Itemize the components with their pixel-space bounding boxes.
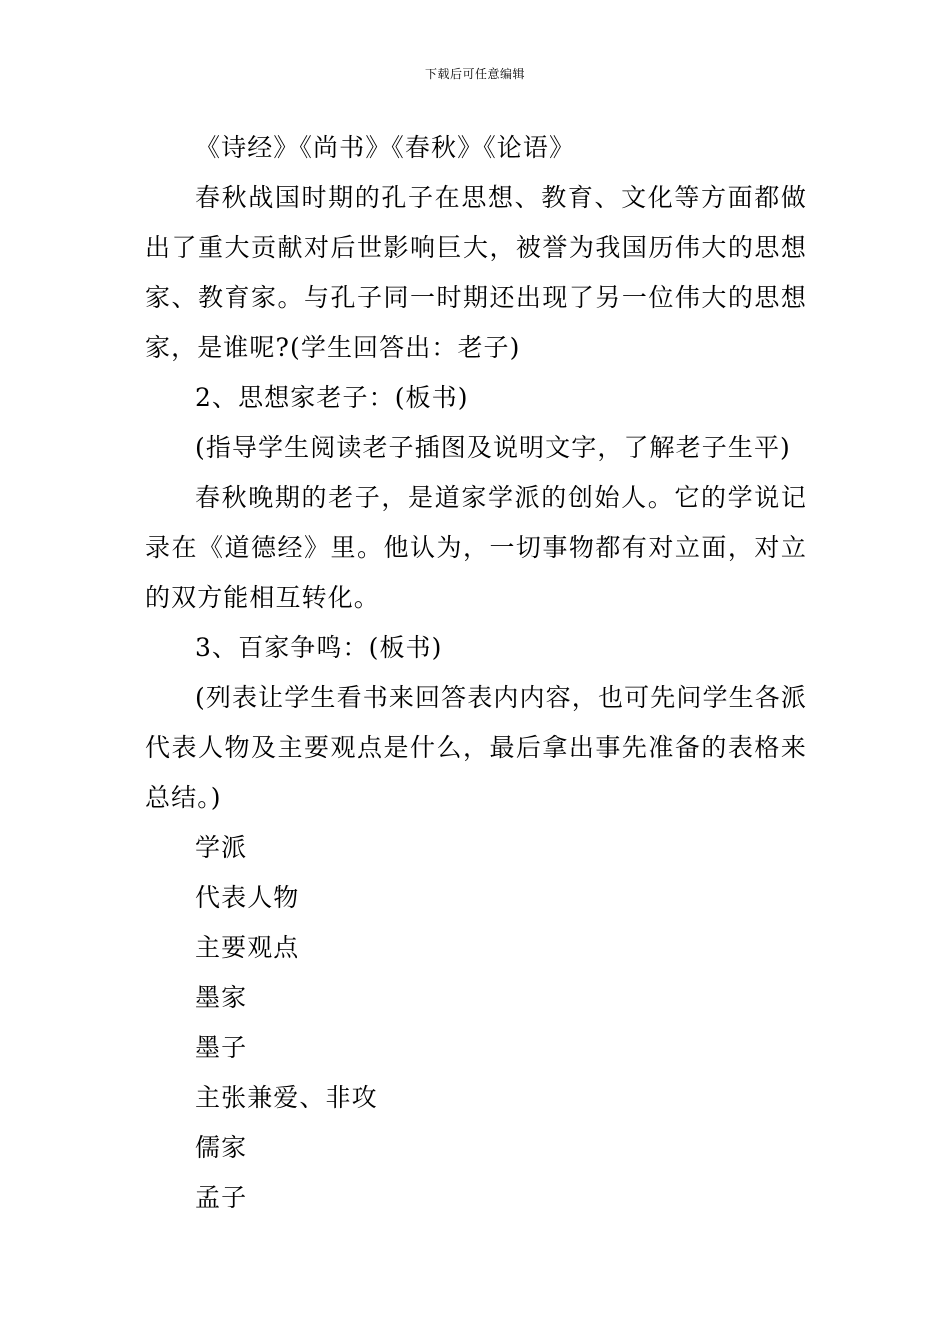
paragraph-laozi-description: 春秋晚期的老子，是道家学派的创始人。它的学说记录在《道德经》里。他认为，一切事物都有对立面，对立的双方能相互转化。 [145,483,807,612]
document-body [145,123,807,1223]
table-cell-school-confucianism: 儒家 [195,1133,248,1162]
table-cell-representative-mencius: 孟子 [195,1183,248,1212]
paragraph-hundred-schools-heading: 3、百家争鸣：(板书) [195,633,443,662]
paragraph-laozi-guidance: (指导学生阅读老子插图及说明文字，了解老子生平) [195,433,791,462]
page-header: 下载后可任意编辑 [424,67,525,81]
table-header-main-view: 主要观点 [195,933,300,962]
paragraph-classics-list: 《诗经》《尚书》《春秋》《论语》 [195,133,576,162]
paragraph-table-guidance: (列表让学生看书来回答表内内容，也可先问学生各派代表人物及主要观点是什么，最后拿出事先准备的表格来总结。) [145,683,807,812]
table-header-school: 学派 [195,833,248,862]
table-cell-view-mohism: 主张兼爱、非攻 [195,1083,378,1112]
paragraph-confucius-intro: 春秋战国时期的孔子在思想、教育、文化等方面都做出了重大贡献对后世影响巨大，被誉为我国历伟大的思想家、教育家。与孔子同一时期还出现了另一位伟大的思想家，是谁呢?(学生回答出：老子) [145,183,807,362]
table-cell-school-mohism: 墨家 [195,983,248,1012]
table-cell-representative-mozi: 墨子 [195,1033,248,1062]
paragraph-laozi-heading: 2、思想家老子：(板书) [195,383,469,412]
table-header-representative: 代表人物 [195,883,300,912]
